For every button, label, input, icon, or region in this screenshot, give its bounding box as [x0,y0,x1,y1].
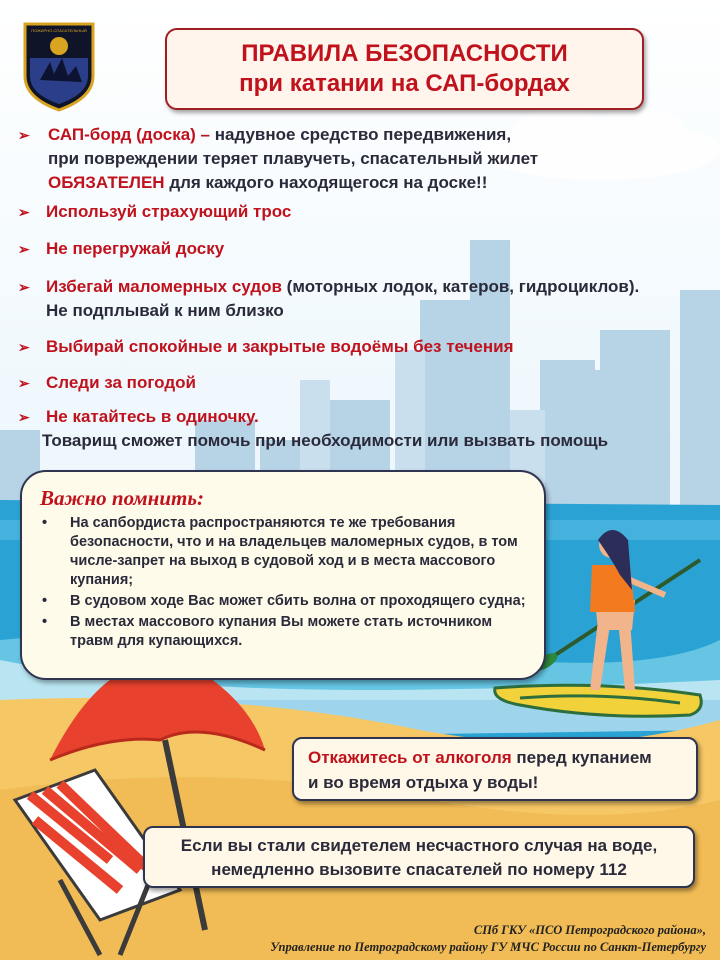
callout-line2: немедленно вызовите спасателей по номеру 112 [211,860,627,879]
important-title: Важно помнить: [40,486,204,510]
rule-text-line3: для каждого находящегося на доске!! [164,173,488,192]
bullet-icon: • [42,515,48,531]
footer-line1: СПб ГКУ «ПСО Петроградского района», [473,923,706,937]
rule-text: Следи за погодой [46,373,196,392]
rule-text-line2: Не подплывай к ним близко [46,301,284,320]
arrow-icon: ➢ [18,339,30,355]
arrow-icon: ➢ [18,241,30,257]
arrow-icon: ➢ [18,127,30,143]
bullet-icon: • [42,593,48,609]
rule-text: Выбирай спокойные и закрытые водоёмы без течения [46,337,514,356]
rule-text: надувное средство передвижения, [214,125,512,144]
rule-text: Используй страхующий трос [46,202,292,221]
list-item: • В местах массового купания Вы можете стать источником травм для купающихся. [42,614,493,649]
title-box [165,28,644,110]
bullet-icon: • [42,614,48,630]
arrow-icon: ➢ [18,409,30,425]
title-line-2: при катании на САП-бордах [239,70,570,97]
important-box [20,470,546,680]
emergency-call-callout [143,826,695,888]
rule-text-line2: Товарищ сможет помочь при необходимости или вызвать помощь [42,431,609,450]
callout-text-line2: и во время отдыха у воды! [308,773,539,792]
rule-head: САП-борд (доска) – [48,125,215,144]
callout-text: перед купанием [511,748,652,767]
svg-text:ПОЖАРНО-СПАСАТЕЛЬНЫЙ: ПОЖАРНО-СПАСАТЕЛЬНЫЙ [31,28,87,33]
rescue-emblem-icon [20,18,98,112]
list-item: • На сапбордиста распространяются те же требования безопасности, что и на владельцев маломерных судов, в том числе-запрет на выход в судовой ход и в места массового купания; [42,515,518,588]
callout-line1: Если вы стали свидетелем несчастного случая на воде, [180,836,658,855]
footer-credits [270,922,706,956]
important-list [36,514,536,653]
callout-emphasis: Откажитесь от алкоголя [308,748,512,767]
alcohol-warning-callout [292,737,698,801]
rule-text-line2: при повреждении теряет плавучеть, спасательный жилет [48,149,539,168]
arrow-icon: ➢ [18,279,30,295]
rule-text: (моторных лодок, катеров, гидроциклов). [281,277,640,296]
rule-emphasis: ОБЯЗАТЕЛЕН [48,173,165,192]
rule-text: Не перегружай доску [46,239,225,258]
arrow-icon: ➢ [18,375,30,391]
rule-head: Не катайтесь в одиночку. [46,407,259,426]
arrow-icon: ➢ [18,204,30,220]
footer-line2: Управление по Петроградскому району ГУ МЧС России по Санкт-Петербургу [270,940,706,954]
title-line-1: ПРАВИЛА БЕЗОПАСНОСТИ [241,40,568,67]
rule-head: Избегай маломерных судов [46,277,282,296]
list-item: • В судовом ходе Вас может сбить волна от проходящего судна; [42,593,526,609]
